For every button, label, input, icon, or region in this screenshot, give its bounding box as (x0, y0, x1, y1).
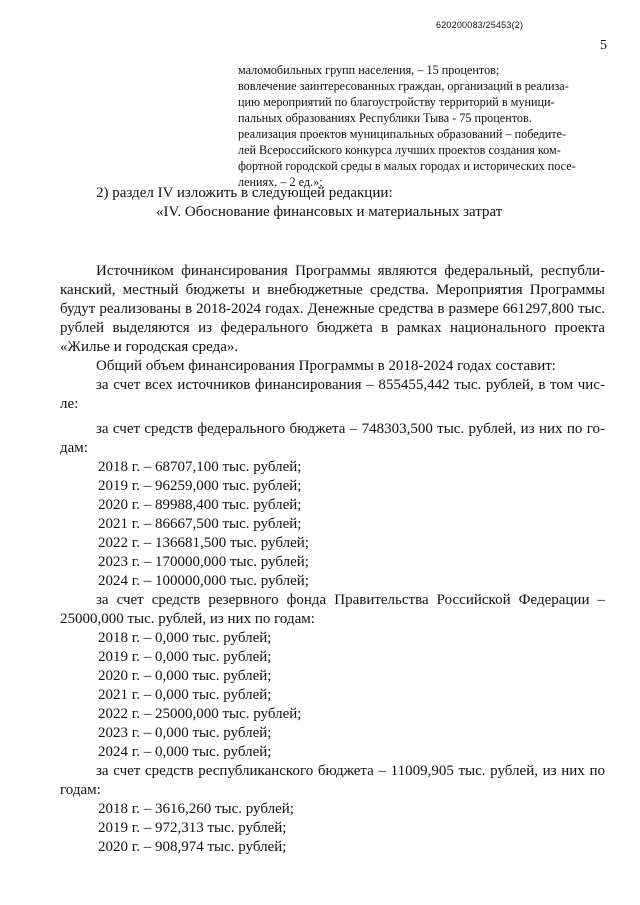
federal-year: 2021 г. – 86667,500 тыс. рублей; (98, 516, 302, 532)
reserve-year: 2020 г. – 0,000 тыс. рублей; (98, 668, 272, 684)
reserve-year: 2021 г. – 0,000 тыс. рублей; (98, 687, 272, 703)
document-body (60, 184, 605, 857)
federal-year: 2020 г. – 89988,400 тыс. рублей; (98, 497, 302, 513)
indicator-block (238, 62, 608, 190)
paragraph-line: Источником финансирования Программы являются федеральный, республи- (96, 263, 605, 279)
doc-number: 620200083/25453(2) (436, 20, 524, 30)
indicator-line: вовлечение заинтересованных граждан, организаций в реализа- (238, 79, 569, 93)
indicator-line: лениях, – 2 ед.»; (238, 175, 323, 189)
republic-year: 2018 г. – 3616,260 тыс. рублей; (98, 801, 294, 817)
republic-intro: за счет средств республиканского бюджета – 11009,905 тыс. рублей, из них по (96, 763, 605, 779)
all-sources: ле: (60, 396, 79, 412)
federal-year: 2024 г. – 100000,000 тыс. рублей; (98, 573, 309, 589)
indicator-line: фортной городской среды в малых городах и исторических посе- (238, 159, 576, 173)
federal-year: 2018 г. – 68707,100 тыс. рублей; (98, 459, 302, 475)
section-change: 2) раздел IV изложить в следующей редакции: (96, 185, 393, 201)
reserve-year: 2019 г. – 0,000 тыс. рублей; (98, 649, 272, 665)
indicator-line: реализация проектов муниципальных образований – победите- (238, 127, 567, 141)
federal-year: 2022 г. – 136681,500 тыс. рублей; (98, 535, 309, 551)
reserve-intro: за счет средств резервного фонда Правительства Российской Федерации – (96, 592, 605, 608)
reserve-year: 2023 г. – 0,000 тыс. рублей; (98, 725, 272, 741)
paragraph-line: рублей выделяются из федерального бюджета в рамках национального проекта (60, 320, 605, 336)
reserve-intro: 25000,000 тыс. рублей, из них по годам: (60, 611, 315, 627)
paragraph-line: будут реализованы в 2018-2024 годах. Денежные средства в размере 661297,800 тыс. (60, 301, 605, 317)
paragraph-line: канский, местный бюджеты и внебюджетные средства. Мероприятия Программы (60, 282, 605, 298)
federal-intro: дам: (60, 440, 88, 456)
indicator-line: маломобильных групп населения, – 15 процентов; (238, 63, 500, 77)
indicator-line: пальных образованиях Республики Тыва - 75 процентов. (238, 111, 532, 125)
reserve-year: 2024 г. – 0,000 тыс. рублей; (98, 744, 272, 760)
federal-year: 2019 г. – 96259,000 тыс. рублей; (98, 478, 302, 494)
indicator-line: цию мероприятий по благоустройству территорий в муници- (238, 95, 555, 109)
indicator-line: лей Всероссийского конкурса лучших проектов создания ком- (238, 143, 561, 157)
republic-intro: годам: (60, 782, 101, 798)
all-sources: за счет всех источников финансирования – 855455,442 тыс. рублей, в том чис- (96, 377, 605, 393)
page-number: 5 (600, 38, 607, 53)
federal-intro: за счет средств федерального бюджета – 748303,500 тыс. рублей, из них по го- (96, 421, 605, 437)
republic-year: 2020 г. – 908,974 тыс. рублей; (98, 839, 287, 855)
section-heading: «IV. Обоснование финансовых и материальных затрат (156, 204, 503, 220)
federal-year: 2023 г. – 170000,000 тыс. рублей; (98, 554, 309, 570)
reserve-year: 2022 г. – 25000,000 тыс. рублей; (98, 706, 302, 722)
republic-year: 2019 г. – 972,313 тыс. рублей; (98, 820, 287, 836)
reserve-year: 2018 г. – 0,000 тыс. рублей; (98, 630, 272, 646)
paragraph-line: «Жилье и городская среда». (60, 339, 239, 355)
total-intro: Общий объем финансирования Программы в 2018-2024 годах составит: (96, 358, 556, 374)
